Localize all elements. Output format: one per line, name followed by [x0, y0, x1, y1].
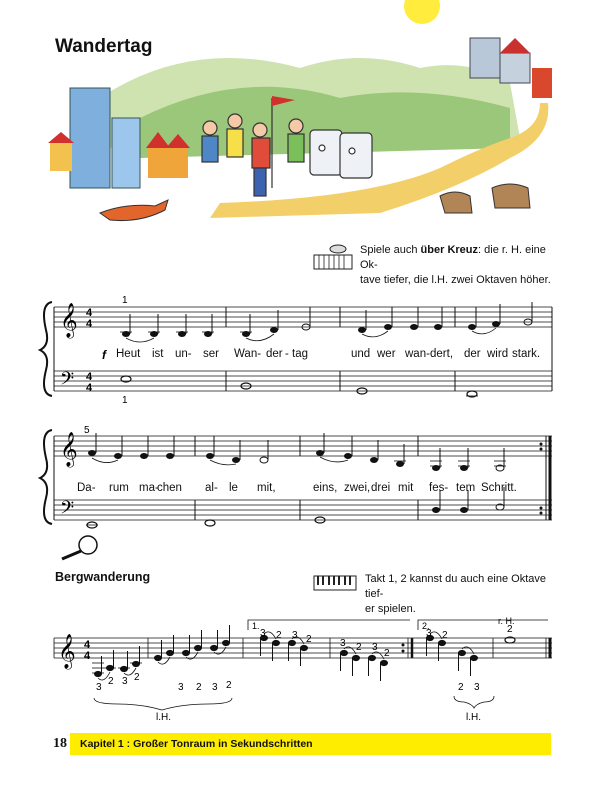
svg-text:1: 1 — [122, 295, 128, 306]
svg-text:3: 3 — [474, 682, 480, 693]
svg-text:4: 4 — [86, 382, 93, 394]
svg-text:l.H.: l.H. — [156, 712, 171, 723]
lyric: ser — [203, 348, 219, 360]
lyric: - — [285, 348, 289, 360]
lyric: tag — [292, 348, 308, 360]
music-system-2 — [38, 420, 558, 540]
lyric: ist — [152, 348, 164, 360]
svg-text:4: 4 — [86, 307, 93, 319]
lyric: Wan- — [234, 348, 262, 360]
svg-text:r. H.: r. H. — [498, 616, 515, 626]
svg-text:2: 2 — [384, 648, 390, 659]
lyric: zwei, — [344, 482, 371, 494]
lyric: mit, — [257, 482, 276, 494]
svg-text:1: 1 — [122, 395, 128, 406]
svg-text:l.H.: l.H. — [466, 712, 481, 723]
lyric: un- — [175, 348, 192, 360]
svg-text:2: 2 — [226, 680, 232, 691]
svg-text:2: 2 — [196, 682, 202, 693]
svg-text:2: 2 — [458, 682, 464, 693]
lyric: und — [351, 348, 371, 360]
svg-text:3: 3 — [178, 682, 184, 693]
lyric: der — [266, 348, 283, 360]
svg-text:f: f — [102, 348, 106, 362]
lyric: dert, — [430, 348, 454, 360]
svg-text:4: 4 — [84, 639, 91, 651]
svg-text:2: 2 — [442, 630, 448, 641]
svg-text:1.: 1. — [252, 621, 260, 631]
keyboard-icon — [312, 572, 358, 594]
svg-text:𝄞: 𝄞 — [60, 433, 78, 466]
svg-text:𝄢: 𝄢 — [60, 368, 75, 393]
lyric: der — [464, 348, 481, 360]
lyric: eins, — [313, 482, 338, 494]
svg-text:2: 2 — [134, 672, 140, 683]
svg-text:2: 2 — [108, 676, 114, 687]
lyric: Da- — [77, 482, 96, 494]
svg-text:3: 3 — [292, 630, 298, 641]
svg-text:3: 3 — [340, 638, 346, 649]
svg-text:3: 3 — [122, 676, 128, 687]
lyric: mit — [398, 482, 414, 494]
svg-text:2: 2 — [306, 634, 312, 645]
magnifier-icon — [58, 533, 102, 563]
piano-mouse-icon — [312, 243, 354, 273]
svg-text:𝄞: 𝄞 — [58, 635, 76, 668]
lyric: drei — [371, 482, 391, 494]
page-title: Wandertag — [55, 36, 153, 57]
lyric: chen — [157, 482, 182, 494]
lyric: tem — [456, 482, 476, 494]
sun-illustration — [398, 0, 448, 26]
section-title: Bergwanderung — [55, 570, 151, 584]
svg-text:2: 2 — [507, 624, 513, 635]
tip-octave: Takt 1, 2 kannst du auch eine Oktave tief- er spielen. — [365, 573, 547, 615]
lyric: al- — [205, 482, 218, 494]
lyric: wer — [377, 348, 396, 360]
lyric: wan- — [405, 348, 430, 360]
lyric: stark. — [512, 348, 541, 360]
svg-text:3: 3 — [426, 628, 432, 639]
svg-text:4: 4 — [86, 318, 93, 330]
svg-text:2: 2 — [276, 630, 282, 641]
svg-text:3: 3 — [96, 682, 102, 693]
hiking-illustration — [40, 28, 570, 228]
lyric: le — [229, 482, 238, 494]
lyric: Schritt. — [481, 482, 517, 494]
svg-text:4: 4 — [86, 371, 93, 383]
lyric: fes- — [429, 482, 449, 494]
page-number: 18 — [53, 736, 67, 751]
svg-text:𝄢: 𝄢 — [60, 497, 75, 522]
lyric: ma- — [139, 482, 159, 494]
svg-text:2: 2 — [356, 642, 362, 653]
svg-text:5: 5 — [84, 425, 90, 436]
svg-text:3: 3 — [372, 642, 378, 653]
chapter-label: Kapitel 1 : Großer Tonraum in Sekundschritten — [80, 738, 313, 750]
svg-text:3: 3 — [212, 682, 218, 693]
svg-text:𝄞: 𝄞 — [60, 304, 78, 337]
lyric: wird — [487, 348, 509, 360]
svg-text:3: 3 — [260, 628, 266, 639]
lyric: rum — [109, 482, 129, 494]
svg-text:4: 4 — [84, 650, 91, 662]
svg-text:2.: 2. — [422, 621, 430, 631]
music-system-3 — [38, 612, 558, 724]
tip-over-cross: Spiele auch über Kreuz: die r. H. eine Ok- tave tiefer, die l.H. zwei Oktaven höher. — [360, 244, 551, 286]
lyric: Heut — [116, 348, 141, 360]
